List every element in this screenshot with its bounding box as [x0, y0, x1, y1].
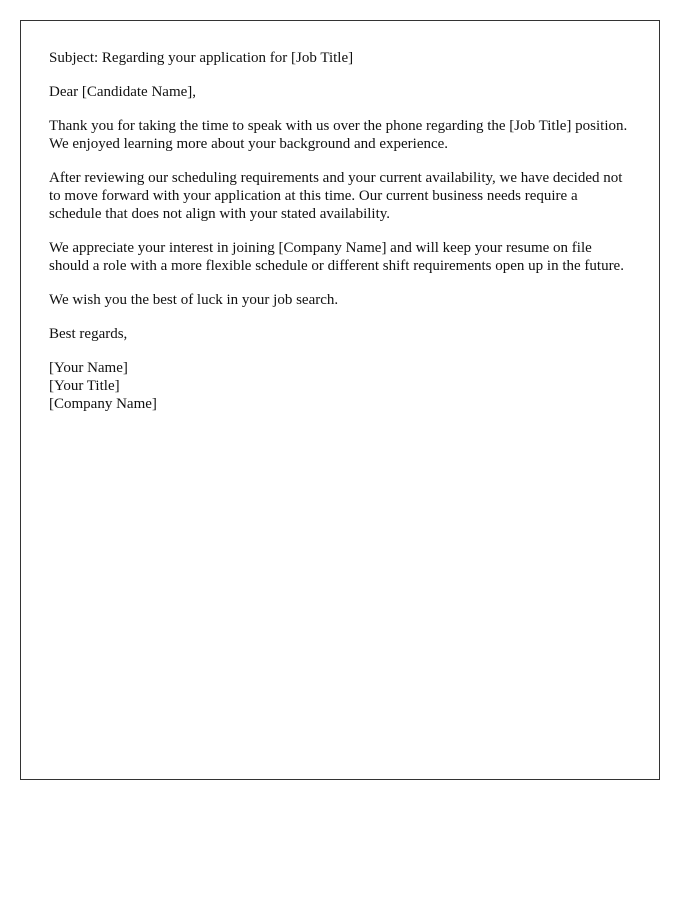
- letter-paragraph: Thank you for taking the time to speak with us over the phone regarding the [Job Title] position. We enjoyed learning more about your background and experience.: [49, 118, 628, 152]
- letter-greeting: Dear [Candidate Name],: [49, 84, 197, 100]
- signature-company: [Company Name]: [49, 396, 157, 412]
- letter-signature: [49, 359, 631, 413]
- signature-title: [Your Title]: [49, 378, 120, 394]
- letter-subject: Subject: Regarding your application for [Job Title]: [49, 50, 354, 66]
- letter-paragraph: We wish you the best of luck in your job search.: [49, 292, 339, 308]
- letter-paragraph: After reviewing our scheduling requirements and your current availability, we have decided not to move forward with your application at this time. Our current business needs require a schedule that does not align with your stated availability.: [49, 170, 623, 222]
- signature-name: [Your Name]: [49, 360, 128, 376]
- letter-paragraph: We appreciate your interest in joining [Company Name] and will keep your resume on file should a role with a more flexible schedule or different shift requirements open up in the future.: [49, 240, 624, 274]
- letter-page: [20, 20, 660, 780]
- letter-closing: Best regards,: [49, 326, 128, 342]
